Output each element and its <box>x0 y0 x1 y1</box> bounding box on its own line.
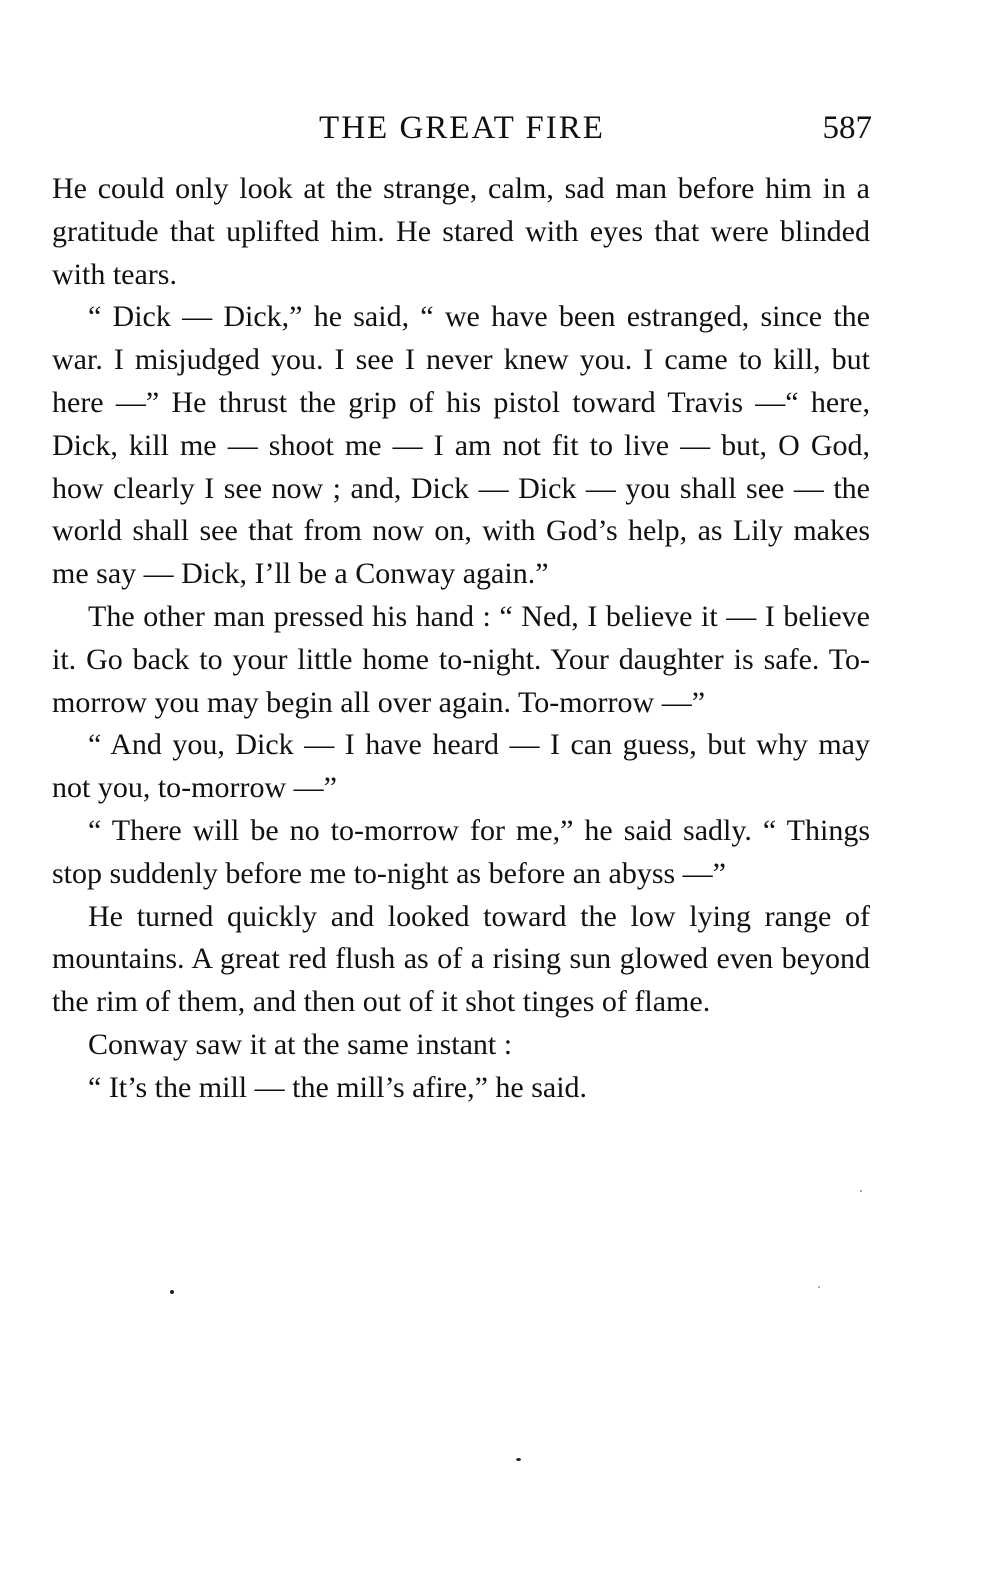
scan-speck <box>860 1190 862 1192</box>
page-number: 587 <box>822 110 872 146</box>
body-text <box>52 168 870 1110</box>
paragraph: “ There will be no to-morrow for me,” he said sadly. “ Things stop suddenly before me to-night as before an abyss —” <box>52 813 870 890</box>
paragraph: He turned quickly and looked toward the low lying range of mountains. A great red flush as of a rising sun glowed even beyond the rim of them, and then out of it shot tinges of flame. <box>52 899 870 1019</box>
paragraph: “ And you, Dick — I have heard — I can guess, but why may not you, to-morrow —” <box>52 728 870 805</box>
running-head <box>52 104 872 152</box>
scan-speck <box>818 1286 820 1288</box>
paragraph: “ It’s the mill — the mill’s afire,” he said. <box>88 1070 588 1104</box>
paragraph: The other man pressed his hand : “ Ned, I believe it — I believe it. Go back to your little home to-night. Your daughter is safe. To-morrow you may begin all over again. To-morrow —” <box>52 599 870 719</box>
scan-speck <box>170 1290 174 1294</box>
paragraph: “ Dick — Dick,” he said, “ we have been estranged, since the war. I misjudged you. I see I never knew you. I came to kill, but here —” He thrust the grip of his pistol toward Travis —“ here, Dick, kill me — shoot me — I am not fit to live — but, O God, how clearly I see now ; and, Dick — Dick — you shall see — the world shall see that from now on, with God’s help, as Lily makes me say — Dick, I’ll be a Conway again.” <box>52 300 870 591</box>
paragraph: Conway saw it at the same instant : <box>88 1027 513 1061</box>
paragraph: He could only look at the strange, calm, sad man before him in a gratitude that uplifted him. He stared with eyes that were blinded with tears. <box>52 172 870 291</box>
scan-speck <box>516 1458 521 1461</box>
running-title: THE GREAT FIRE <box>319 110 605 146</box>
